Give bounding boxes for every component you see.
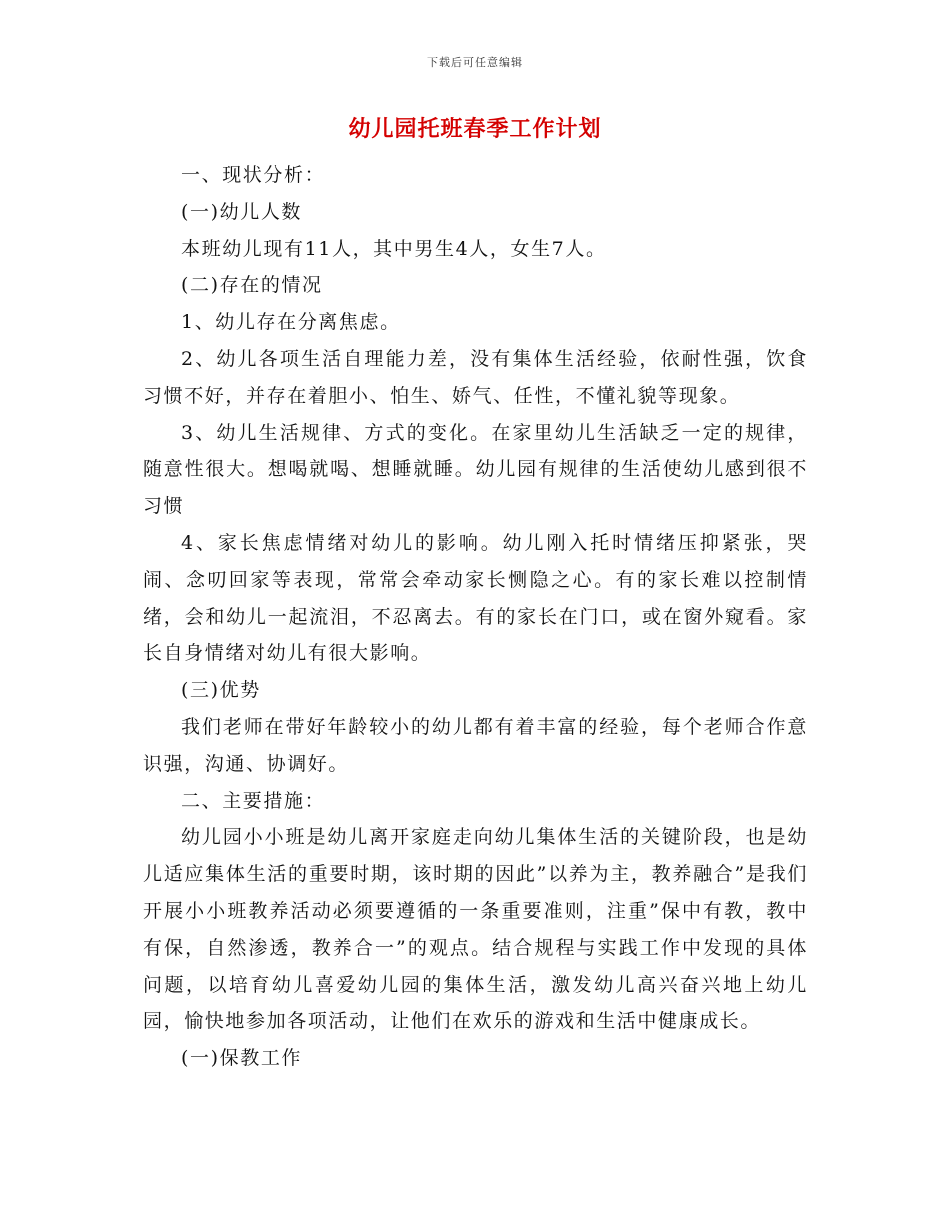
- subsection-heading: (二)存在的情况: [181, 274, 323, 297]
- subsection-heading: (三)优势: [181, 679, 261, 702]
- section-heading: 一、现状分析：: [181, 164, 326, 186]
- document-title: 幼儿园托班春季工作计划: [348, 116, 602, 142]
- paragraph: 本班幼儿现有11人，其中男生4人，女生7人。: [181, 237, 607, 260]
- section-heading: 二、主要措施：: [181, 789, 326, 812]
- list-item: 3、幼儿生活规律、方式的变化。在家里幼儿生活缺乏一定的规律，随意性很大。想喝就喝、想睡就睡。幼儿园有规律的生活使幼儿感到很不习惯: [143, 421, 808, 518]
- subsection-heading: (一)幼儿人数: [181, 200, 303, 223]
- paragraph: 我们老师在带好年龄较小的幼儿都有着丰富的经验，每个老师合作意识强，沟通、协调好。: [143, 715, 808, 775]
- subsection-heading: (一)保教工作: [181, 1047, 303, 1070]
- list-item: 4、家长焦虑情绪对幼儿的影响。幼儿刚入托时情绪压抑紧张，哭闹、念叨回家等表现，常常会牵动家长恻隐之心。有的家长难以控制情绪，会和幼儿一起流泪，不忍离去。有的家长在门口，或在窗外窥看。家长自身情绪对幼儿有很大影响。: [143, 531, 808, 665]
- paragraph: 幼儿园小小班是幼儿离开家庭走向幼儿集体生活的关键阶段，也是幼儿适应集体生活的重要时期，该时期的因此”以养为主，教养融合”是我们开展小小班教养活动必须要遵循的一条重要准则，注重”保中有教，教中有保，自然渗透，教养合一”的观点。结合规程与实践工作中发现的具体问题，以培育幼儿喜爱幼儿园的集体生活，激发幼儿高兴奋兴地上幼儿园，愉快地参加各项活动，让他们在欢乐的游戏和生活中健康成长。: [143, 826, 808, 1033]
- list-item: 2、幼儿各项生活自理能力差，没有集体生活经验，依耐性强，饮食习惯不好，并存在着胆小、怕生、娇气、任性，不懂礼貌等现象。: [143, 347, 808, 407]
- list-item: 1、幼儿存在分离焦虑。: [181, 311, 401, 334]
- header-note: 下载后可任意编辑: [427, 56, 523, 69]
- document-body: [143, 157, 808, 1077]
